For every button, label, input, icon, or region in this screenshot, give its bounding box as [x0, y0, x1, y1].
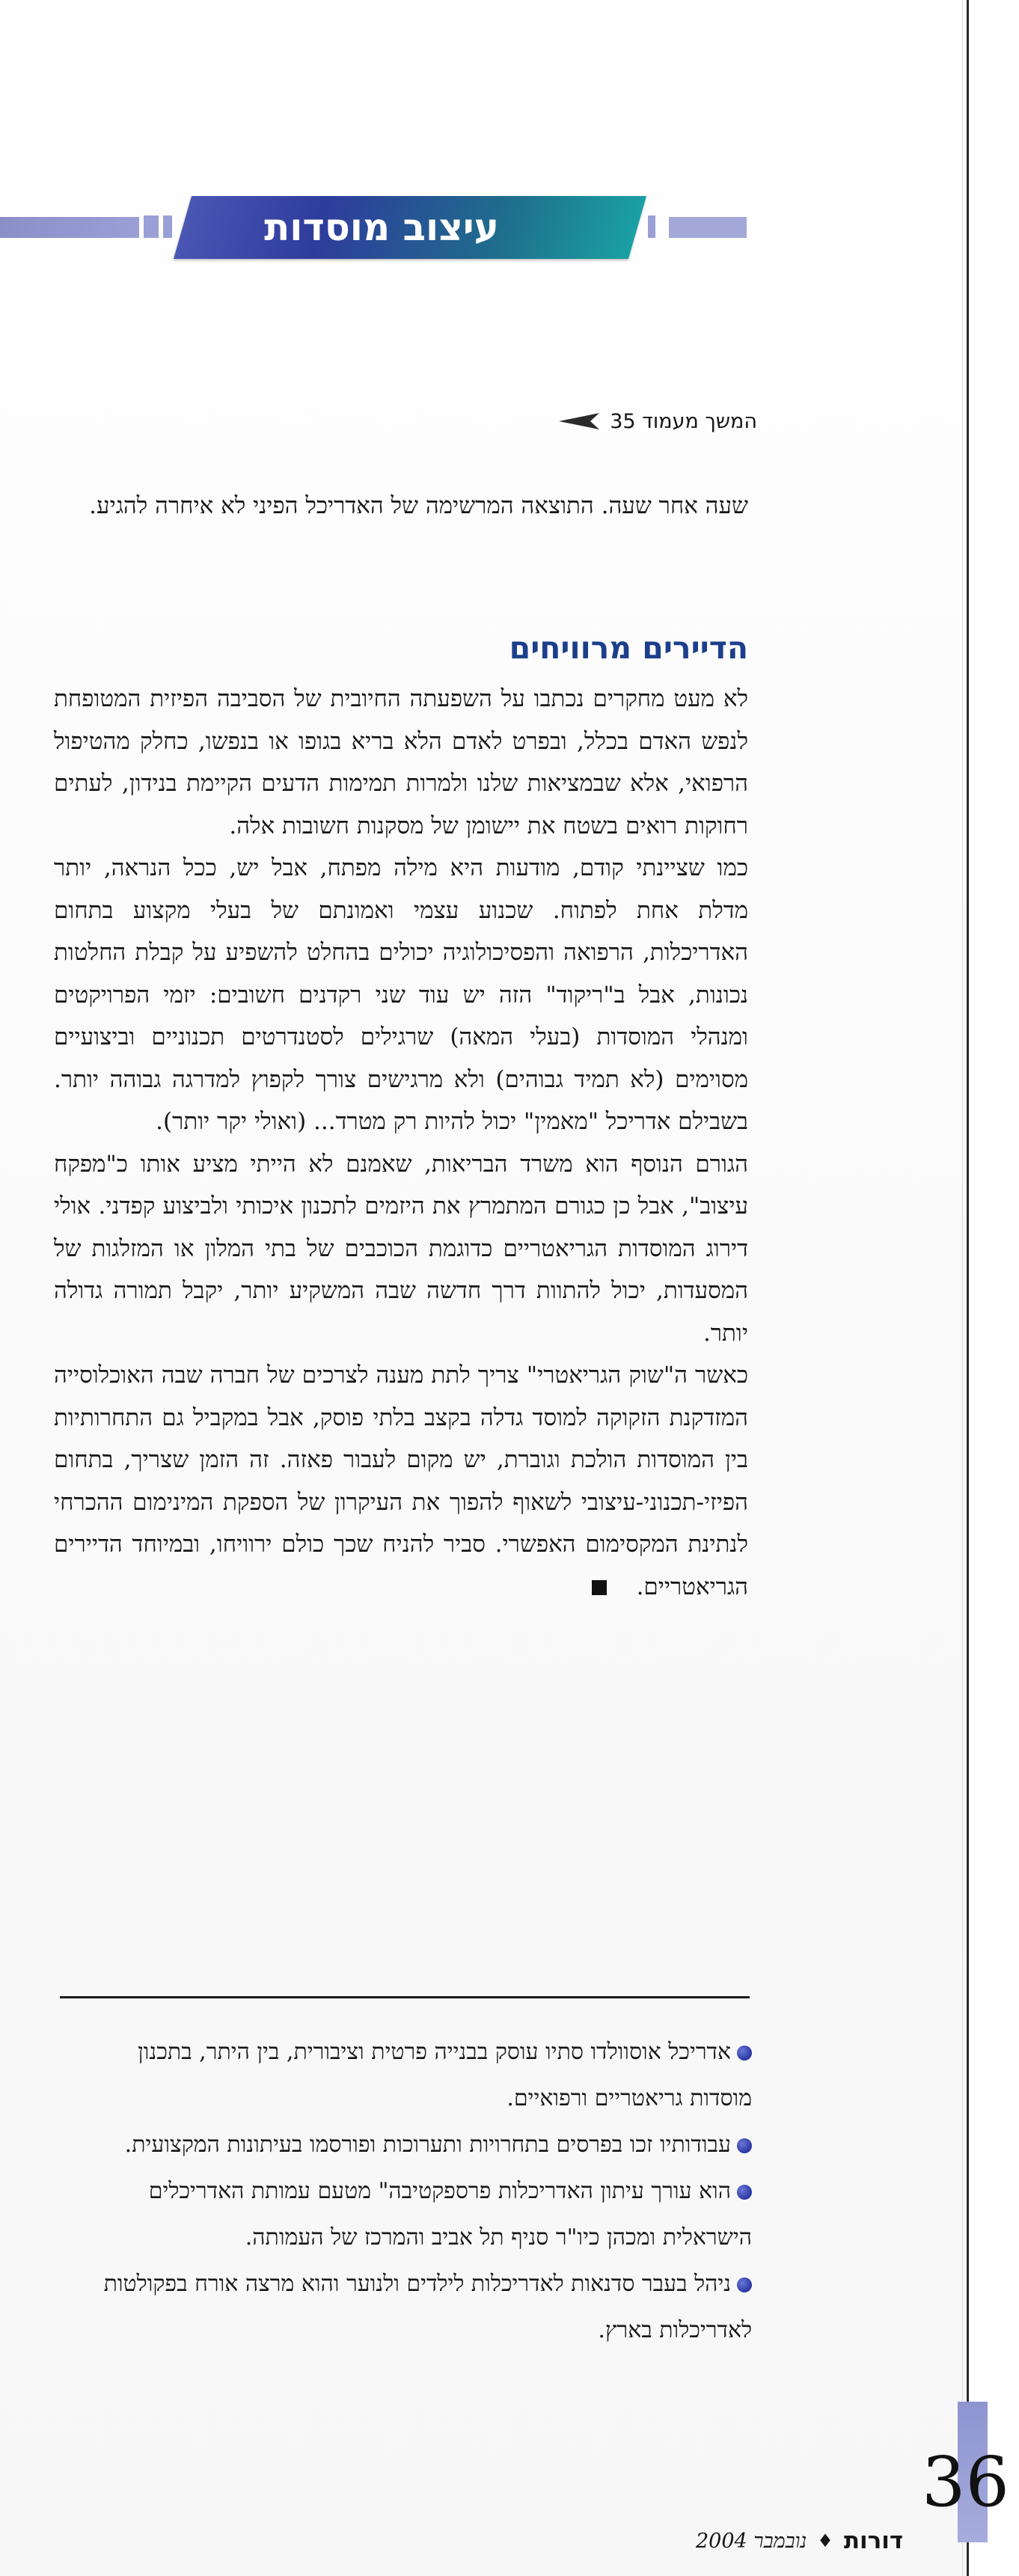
arrow-left-icon — [557, 411, 601, 432]
diamond-separator-icon: ♦ — [817, 2530, 833, 2551]
bio-item-text: עבודותיו זכו בפרסים בתחרויות ותערוכות ופורסמו בעיתונות המקצועית. — [124, 2132, 731, 2158]
bio-item-text: ניהל בעבר סדנאות לאדריכלות לילדים ולנוער והוא מרצה אורח בפקולטות לאדריכלות בארץ. — [103, 2271, 752, 2343]
banner-dash — [648, 215, 655, 238]
page-footer — [696, 2527, 903, 2554]
bullet-dot-icon — [737, 2277, 752, 2292]
body-paragraph: הגורם הנוסף הוא משרד הבריאות, שאמנם לא הייתי מציע אותו כ"מפקח עיצוב", אבל כן כגורם המתמרץ את היזמים לתכנון איכותי ולביצוע קפדני. אולי דירוג המוסדות הגריאטריים כדוגמת הכוכבים של בתי המלון או המזלגות של המסעדות, יכול להתוות דרך חדשה שבה המשקיע יותר, יקבל תמורה גדולה יותר. — [54, 1150, 748, 1347]
closing-paragraph-text: כאשר ה"שוק הגריאטרי" צריך לתת מענה לצרכים של חברה שבה האוכלוסייה המזדקנת הזקוקה למוסד גדלה בקצב בלתי פוסק, אבל במקביל גם התחרותיות בין המוסדות הולכת וגוברת, יש מקום לעבור פאזה. זה הזמן שצריך, בתחום הפיזי-תכנוני-עיצובי לשאוף להפוך את העיקרון של הספקת המינימום ההכרחי לנתינת המקסימום האפשרי. סביר להניח שכך כולם ירוויחו, ובמיוחד הדיירים הגריאטריים. — [54, 1362, 748, 1600]
magazine-name: דורות — [843, 2527, 904, 2554]
end-of-article-square-icon — [592, 1580, 607, 1595]
body-paragraph: לא מעט מחקרים נכתבו על השפעתה החיובית של הסביבה הפיזית המטופחת לנפש האדם בכלל, ובפרט לאדם הלא בריא בגופו או בנפשו, כחלק מהטיפול הרפואי, אלא שבמציאות שלנו ולמרות תמימות הדעים הקיימת בנידון, לעתים רחוקות רואים בשטח את יישומן של מסקנות חשובות אלה. — [54, 685, 748, 839]
bullet-dot-icon — [737, 2138, 752, 2153]
issue-date: נובמבר 2004 — [696, 2529, 807, 2553]
page-gutter-shadow — [962, 0, 963, 2576]
body-paragraph: כמו שציינתי קודם, מודעות היא מילה מפתח, אבל יש, ככל הנראה, יותר מדלת אחת לפתוח. שכנוע עצמי ואמונתם של בעלי מקצוע בתחום האדריכלות, הרפואה והפסיכולוגיה יכולים בהחלט להשפיע על קבלת החלטות נכונות, אבל ב"ריקוד" הזה יש עוד שני רקדנים חשובים: יזמי הפרויקטים ומנהלי המוסדות (בעלי המאה) שרגילים לסטנדרטים תכנוניים וביצועיים מסוימים (לא תמיד גבוהים) ולא מרגישים צורך לקפוץ למדרגה גבוהה יותר. בשבילם אדריכל "מאמין" יכול להיות רק מטרד... (ואולי יקר יותר). — [54, 854, 748, 1135]
bio-item — [82, 2261, 752, 2354]
bullet-dot-icon — [737, 2046, 752, 2061]
author-bio-list — [82, 2029, 752, 2354]
bio-item — [82, 2122, 752, 2168]
article-body — [54, 678, 748, 1608]
continuation-label: המשך מעמוד 35 — [610, 409, 757, 433]
bio-item — [82, 2029, 752, 2122]
continuation-note — [449, 404, 757, 438]
page-margin — [965, 0, 1019, 2576]
bio-item-text: אדריכל אוסוולדו סתיו עוסק בבנייה פרטית וציבורית, בין היתר, בתכנון מוסדות גריאטריים ורפואיים. — [138, 2039, 752, 2111]
bio-item-text: הוא עורך עיתון האדריכלות פרספקטיבה" מטעם עמותת האדריכלים הישראלית ומכהן כיו"ר סניף תל אביב והמרכז של העמותה. — [148, 2178, 752, 2251]
bullet-dot-icon — [737, 2185, 752, 2200]
page-edge-line — [967, 0, 969, 2576]
banner-dash — [144, 215, 159, 238]
section-title: עיצוב מוסדות — [264, 206, 499, 249]
body-paragraph — [54, 1354, 748, 1608]
page-number: 36 — [922, 2442, 1010, 2522]
section-divider — [60, 1996, 750, 1998]
bio-item — [82, 2168, 752, 2261]
banner-dash — [163, 215, 172, 238]
banner-left-stripe — [0, 217, 139, 238]
intro-paragraph: שעה אחר שעה. התוצאה המרשימה של האדריכל הפיני לא איחרה להגיע. — [89, 492, 748, 519]
article-subheading: הדיירים מרוויחים — [509, 630, 748, 666]
banner-right-stripe — [669, 217, 747, 238]
